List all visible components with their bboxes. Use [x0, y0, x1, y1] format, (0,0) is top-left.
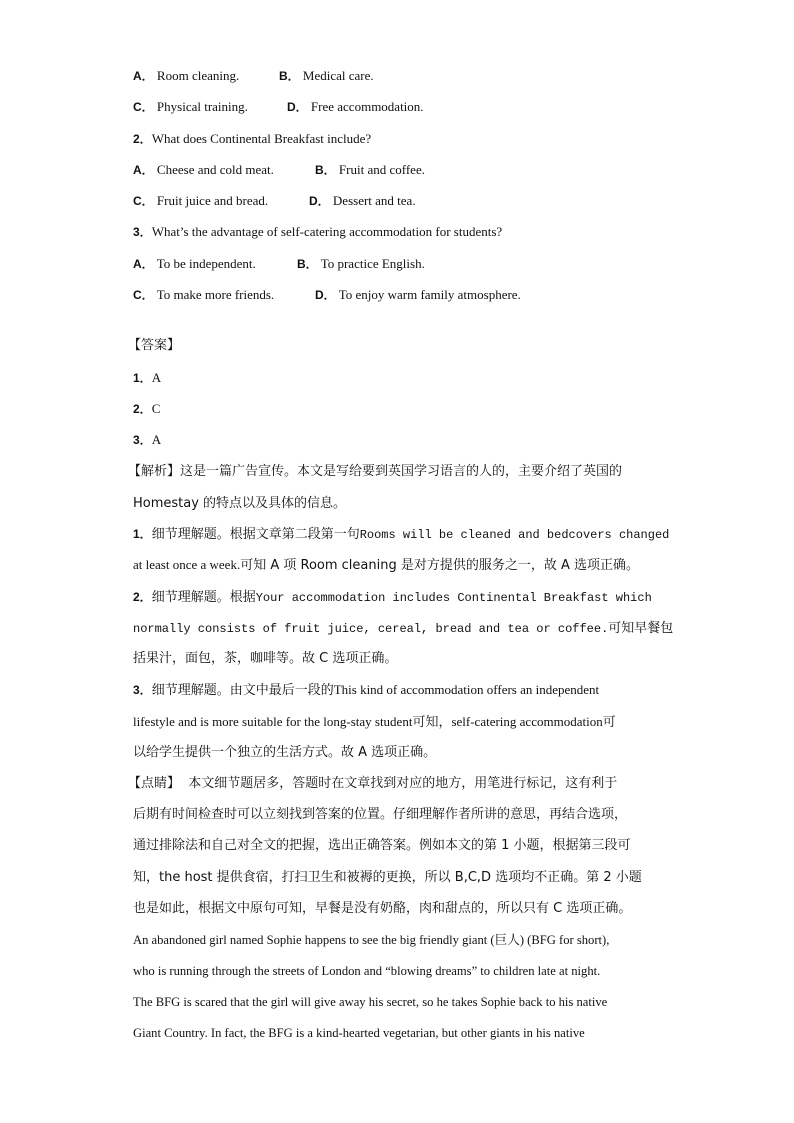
q1-option-a: A． Room cleaning.	[133, 68, 240, 83]
analysis-item2-line3: 括果汁，面包，茶，咖啡等。故 C 选项正确。	[133, 651, 398, 666]
q2-option-a: A． Cheese and cold meat.	[133, 162, 274, 177]
analysis-item1-line1: 1．细节理解题。根据文章第二段第一句Rooms will be cleaned and bedcovers changed	[133, 527, 670, 542]
analysis-item3-line3: 以给学生提供一个独立的生活方式。故 A 选项正确。	[133, 745, 437, 760]
q2-option-b: B． Fruit and coffee.	[315, 162, 425, 177]
analysis-item3-line2: lifestyle and is more suitable for the long-stay student可知，self-catering accommodation可	[133, 714, 616, 730]
q2-option-d: D． Dessert and tea.	[309, 193, 416, 208]
tips-line4: 知，the host 提供食宿，打扫卫生和被褥的更换，所以 B,C,D 选项均不正确。第 2 小题	[133, 870, 642, 885]
tips-line1: 【点睛】 本文细节题居多，答题时在文章找到对应的地方，用笔进行标记，这有利于	[128, 776, 618, 791]
q1-option-c: C． Physical training.	[133, 99, 248, 114]
analysis-item1-line2: at least once a week.可知 A 项 Room cleaning 是对方提供的服务之一，故 A 选项正确。	[133, 557, 640, 573]
analysis-item2-line2: normally consists of fruit juice, cereal, bread and tea or coffee.可知早餐包	[133, 621, 674, 636]
passage-line2: who is running through the streets of London and “blowing dreams” to children late at night.	[133, 964, 601, 978]
answer-item-2: 2．C	[133, 401, 161, 416]
tips-line5: 也是如此，根据文中原句可知，早餐是没有奶酪，肉和甜点的，所以只有 C 选项正确。	[133, 901, 632, 916]
q3-option-b: B． To practice English.	[297, 256, 425, 271]
analysis-item3-line1: 3．细节理解题。由文中最后一段的This kind of accommodation offers an independent	[133, 682, 600, 698]
tips-line2: 后期有时间检查时可以立刻找到答案的位置。仔细理解作者所讲的意思，再结合选项，	[133, 807, 628, 822]
q2-stem: 2．What does Continental Breakfast include?	[133, 131, 372, 146]
answer-heading: 【答案】	[128, 338, 181, 353]
q3-option-d: D． To enjoy warm family atmosphere.	[315, 287, 521, 302]
answer-item-3: 3．A	[133, 432, 162, 447]
q2-option-c: C． Fruit juice and bread.	[133, 193, 269, 208]
q1-option-b: B． Medical care.	[279, 68, 374, 83]
q3-option-a: A． To be independent.	[133, 256, 256, 271]
answer-item-1: 1．A	[133, 370, 162, 385]
analysis-intro-line1: 【解析】这是一篇广告宣传。本文是写给要到英国学习语言的人的，主要介绍了英国的	[128, 464, 623, 479]
passage-line4: Giant Country. In fact, the BFG is a kind-hearted vegetarian, but other giants in his native	[133, 1026, 585, 1040]
q3-option-c: C． To make more friends.	[133, 287, 275, 302]
q3-stem: 3．What’s the advantage of self-catering accommodation for students?	[133, 224, 503, 239]
passage-line1: An abandoned girl named Sophie happens to see the big friendly giant (巨人) (BFG for short),	[133, 933, 610, 947]
passage-line3: The BFG is scared that the girl will give away his secret, so he takes Sophie back to his native	[133, 995, 608, 1009]
tips-line3: 通过排除法和自己对全文的把握，选出正确答案。例如本文的第 1 小题，根据第三段可	[133, 838, 631, 853]
analysis-intro-line2: Homestay 的特点以及具体的信息。	[133, 496, 347, 511]
q1-option-d: D． Free accommodation.	[287, 99, 424, 114]
analysis-item2-line1: 2．细节理解题。根据Your accommodation includes Continental Breakfast which	[133, 590, 652, 605]
